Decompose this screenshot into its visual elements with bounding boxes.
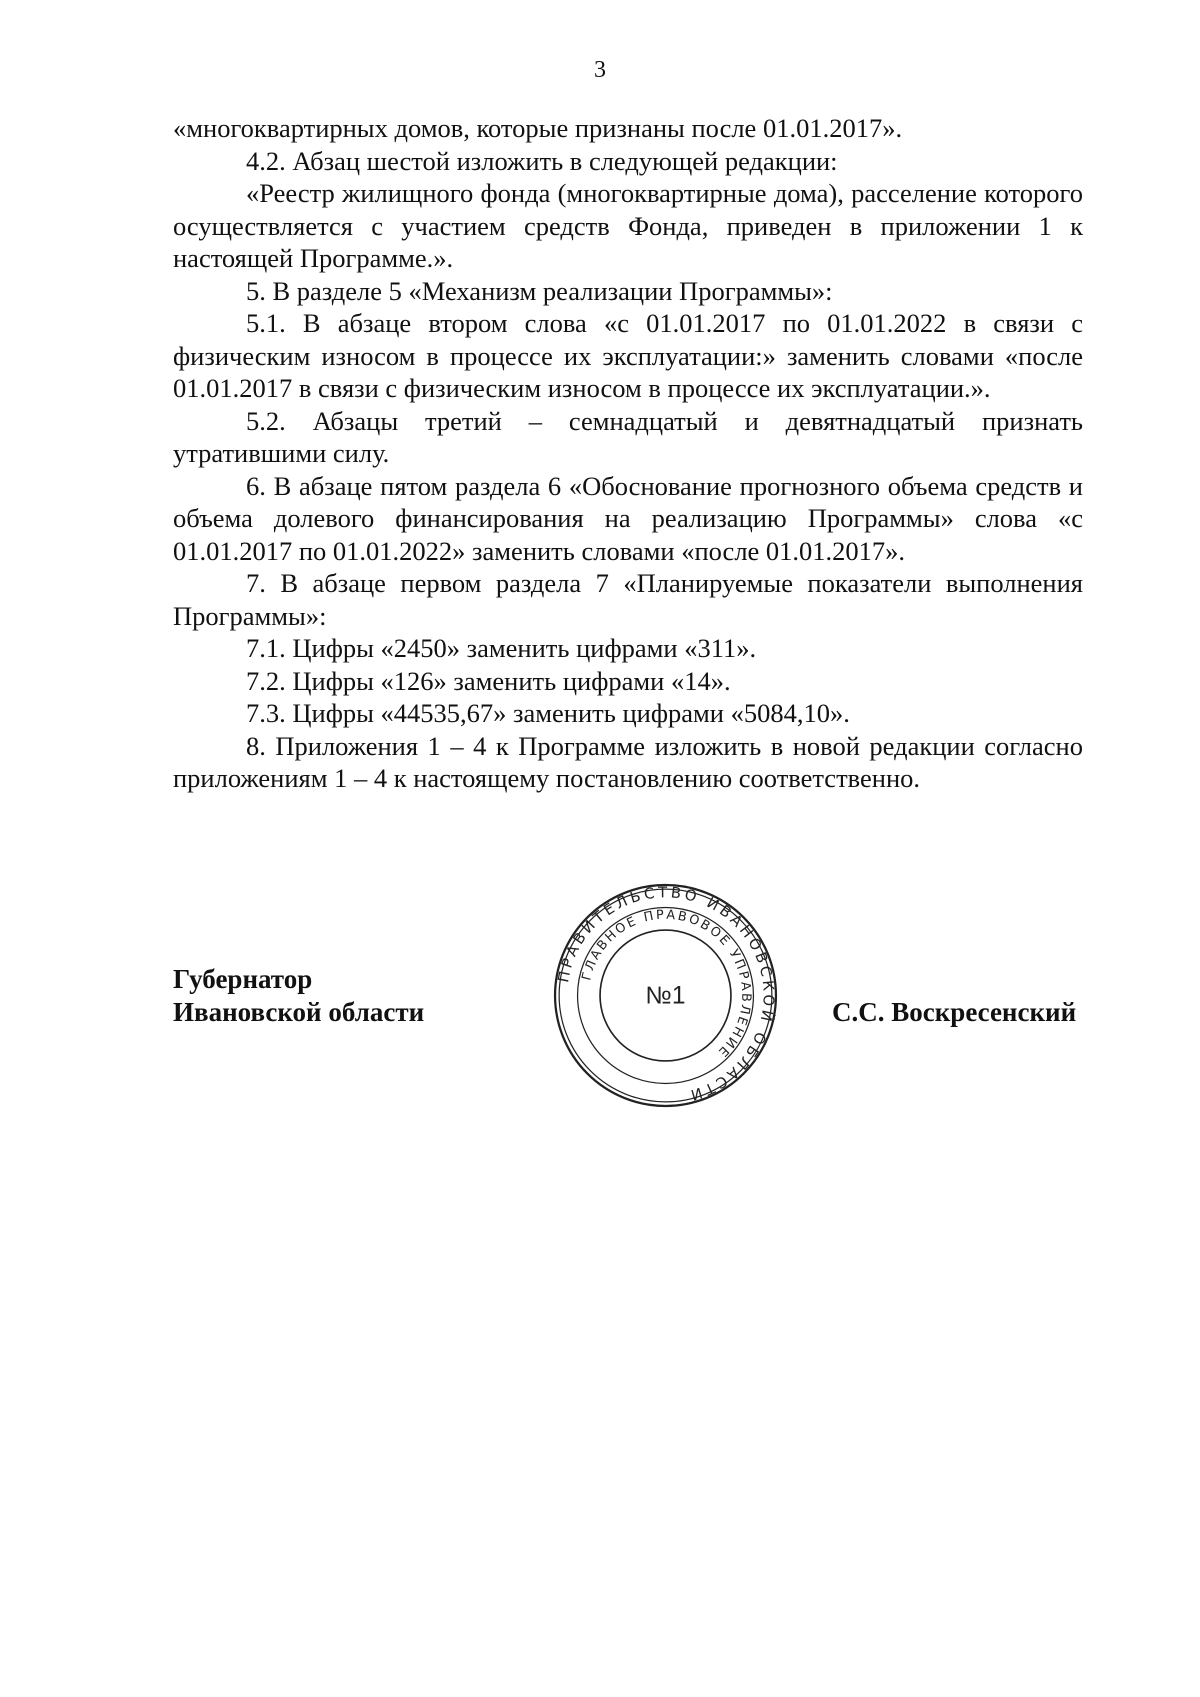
paragraph: 7.2. Цифры «126» заменить цифрами «14». bbox=[246, 665, 731, 696]
seal-number: №1 bbox=[645, 982, 686, 1010]
body-text bbox=[173, 112, 1083, 795]
paragraph: 6. В абзаце пятом раздела 6 «Обоснование прогнозного объема средств и объема долевого финансирования на реализацию Программы» слова «с 01.01.2017 по 01.01.2022» заменить словами «после 01.01.2017». bbox=[173, 470, 1083, 566]
page-number: 3 bbox=[594, 57, 606, 83]
seal-outer-text: ПРАВИТЕЛЬСТВО ИВАНОВСКОЙ ОБЛАСТИ bbox=[555, 884, 777, 1105]
paragraph: 7. В абзаце первом раздела 7 «Планируемые показатели выполнения Программы»: bbox=[173, 568, 1083, 631]
signatory-region: Ивановской области bbox=[173, 997, 425, 1027]
signatory-title: Губернатор bbox=[173, 964, 313, 994]
signatory-name: С.С. Воскресенский bbox=[832, 997, 1077, 1027]
paragraph: «Реестр жилищного фонда (многоквартирные дома), расселение которого осуществляется с участием средств Фонда, приведен в приложении 1 к настоящей Программе.». bbox=[173, 178, 1083, 273]
paragraph: 5.1. В абзаце втором слова «с 01.01.2017 по 01.01.2022 в связи с физическим износом в процессе их эксплуатации:» заменить словами «после 01.01.2017 в связи с физическим износом в процессе их эксплуатации.». bbox=[173, 308, 1083, 403]
signatory-position bbox=[173, 963, 424, 1029]
seal-inner-text: ГЛАВНОЕ ПРАВОВОЕ УПРАВЛЕНИЕ bbox=[579, 907, 754, 1061]
paragraph: 4.2. Абзац шестой изложить в следующей редакции: bbox=[246, 145, 838, 176]
paragraph: 7.3. Цифры «44535,67» заменить цифрами «5084,10». bbox=[246, 698, 850, 728]
paragraph: 5. В разделе 5 «Механизм реализации Программы»: bbox=[246, 275, 833, 306]
paragraph: «многоквартирных домов, которые признаны после 01.01.2017». bbox=[173, 113, 903, 143]
paragraph: 5.2. Абзацы третий – семнадцатый и девятнадцатый признать утратившими силу. bbox=[173, 405, 1083, 468]
paragraph: 7.1. Цифры «2450» заменить цифрами «311». bbox=[246, 633, 757, 663]
paragraph: 8. Приложения 1 – 4 к Программе изложить в новой редакции согласно приложениям 1 – 4 к настоящему постановлению соответственно. bbox=[173, 730, 1083, 793]
official-seal bbox=[553, 883, 778, 1108]
